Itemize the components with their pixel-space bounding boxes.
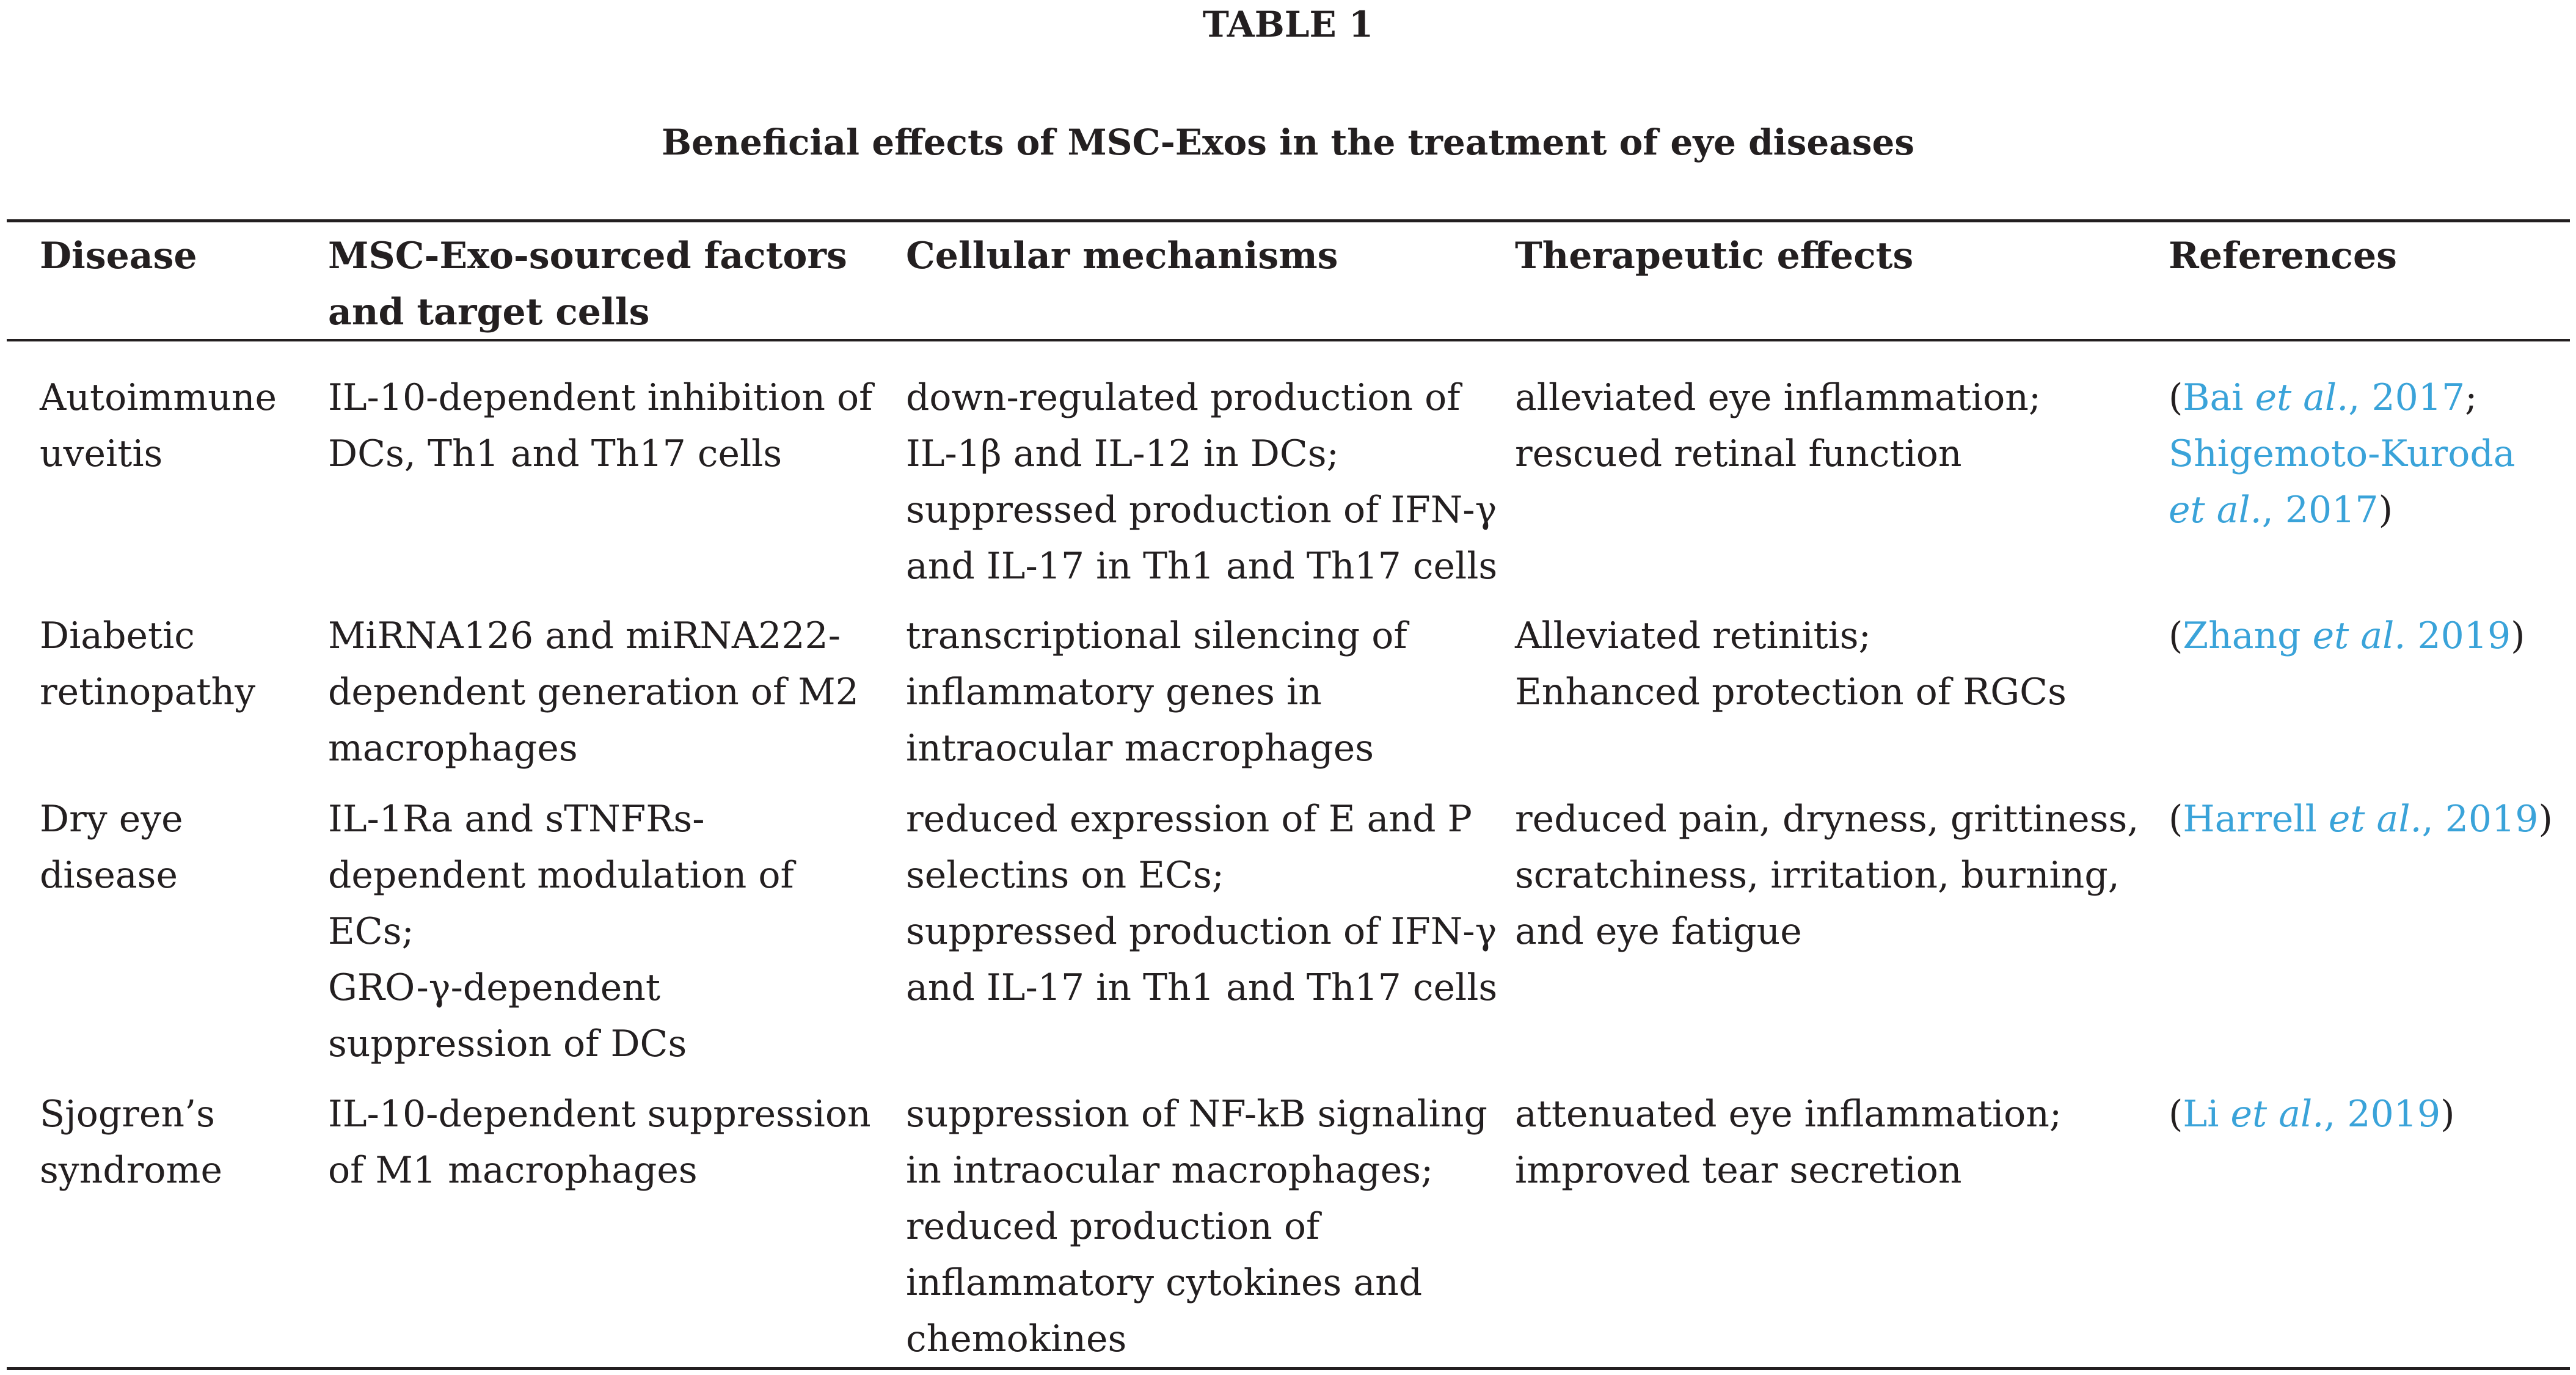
table-label: TABLE 1 [1202, 4, 1374, 45]
reference-etal: et al. [2312, 615, 2406, 657]
top-rule [7, 219, 2570, 222]
disease-cell: Diabetic retinopathy [40, 615, 256, 713]
reference-author: Zhang [2183, 615, 2301, 657]
disease-cell: Sjogren’s syndrome [40, 1093, 222, 1192]
reference-etal: et al. [2169, 489, 2262, 531]
mechanisms-cell: reduced expression of E and P selectins on ECs; suppressed production of IFN-γ and IL-17 in Th1 and Th17 cells [906, 798, 1498, 1009]
effects-cell: attenuated eye inflammation; improved tear secretion [1515, 1093, 2062, 1192]
reference-link[interactable] [2169, 432, 2516, 531]
reference-link[interactable] [2183, 1093, 2440, 1136]
reference-author: Bai [2183, 376, 2244, 419]
header-rule [7, 339, 2570, 341]
header-disease: Disease [40, 235, 197, 277]
effects-cell: Alleviated retinitis; Enhanced protection of RGCs [1515, 615, 2067, 713]
header-references: References [2169, 235, 2397, 277]
reference-author: Shigemoto-Kuroda [2169, 432, 2516, 475]
bottom-rule [7, 1367, 2570, 1370]
reference-etal: et al. [2328, 798, 2422, 841]
reference-link[interactable] [2183, 615, 2511, 657]
references-cell: (Zhang et al. 2019) [2169, 615, 2525, 657]
mechanisms-cell: suppression of NF-kB signaling in intraocular macrophages; reduced production of inflammatory cytokines and chemokines [906, 1093, 1487, 1360]
factors-cell: IL-10-dependent suppression of M1 macrophages [328, 1093, 871, 1192]
disease-cell: Dry eye disease [40, 798, 183, 897]
reference-etal: et al. [2255, 376, 2349, 419]
reference-link[interactable] [2183, 376, 2465, 419]
factors-cell: IL-1Ra and sTNFRs- dependent modulation of ECs; GRO-γ-dependent suppression of DCs [328, 798, 794, 1065]
reference-year: , 2019 [2324, 1093, 2441, 1136]
reference-year: 2019 [2406, 615, 2511, 657]
factors-cell: MiRNA126 and miRNA222- dependent generation of M2 macrophages [328, 615, 859, 770]
table-caption: Beneficial effects of MSC-Exos in the treatment of eye diseases [661, 122, 1915, 163]
references-cell: (Li et al., 2019) [2169, 1093, 2455, 1136]
factors-cell: IL-10-dependent inhibition of DCs, Th1 and Th17 cells [328, 376, 873, 475]
effects-cell: reduced pain, dryness, grittiness, scratchiness, irritation, burning, and eye fatigue [1515, 798, 2139, 953]
reference-link[interactable] [2183, 798, 2538, 841]
references-cell: (Bai et al., 2017; Shigemoto-Kuroda et al., 2017) [2169, 376, 2516, 531]
references-cell: (Harrell et al., 2019) [2169, 798, 2553, 841]
reference-etal: et al. [2230, 1093, 2324, 1136]
effects-cell: alleviated eye inflammation; rescued retinal function [1515, 376, 2041, 475]
reference-author: Li [2183, 1093, 2219, 1136]
disease-cell: Autoimmune uveitis [40, 376, 277, 475]
reference-year: , 2019 [2421, 798, 2539, 841]
header-mechanisms: Cellular mechanisms [906, 235, 1338, 277]
reference-year: , 2017 [2261, 489, 2379, 531]
reference-year: , 2017 [2348, 376, 2465, 419]
reference-author: Harrell [2183, 798, 2317, 841]
header-effects: Therapeutic effects [1515, 235, 1914, 277]
header-factors: MSC-Exo-sourced factors and target cells [328, 235, 847, 334]
mechanisms-cell: transcriptional silencing of inflammatory genes in intraocular macrophages [906, 615, 1407, 770]
mechanisms-cell: down-regulated production of IL-1β and IL-12 in DCs; suppressed production of IFN-γ and IL-17 in Th1 and Th17 cells [906, 376, 1498, 588]
